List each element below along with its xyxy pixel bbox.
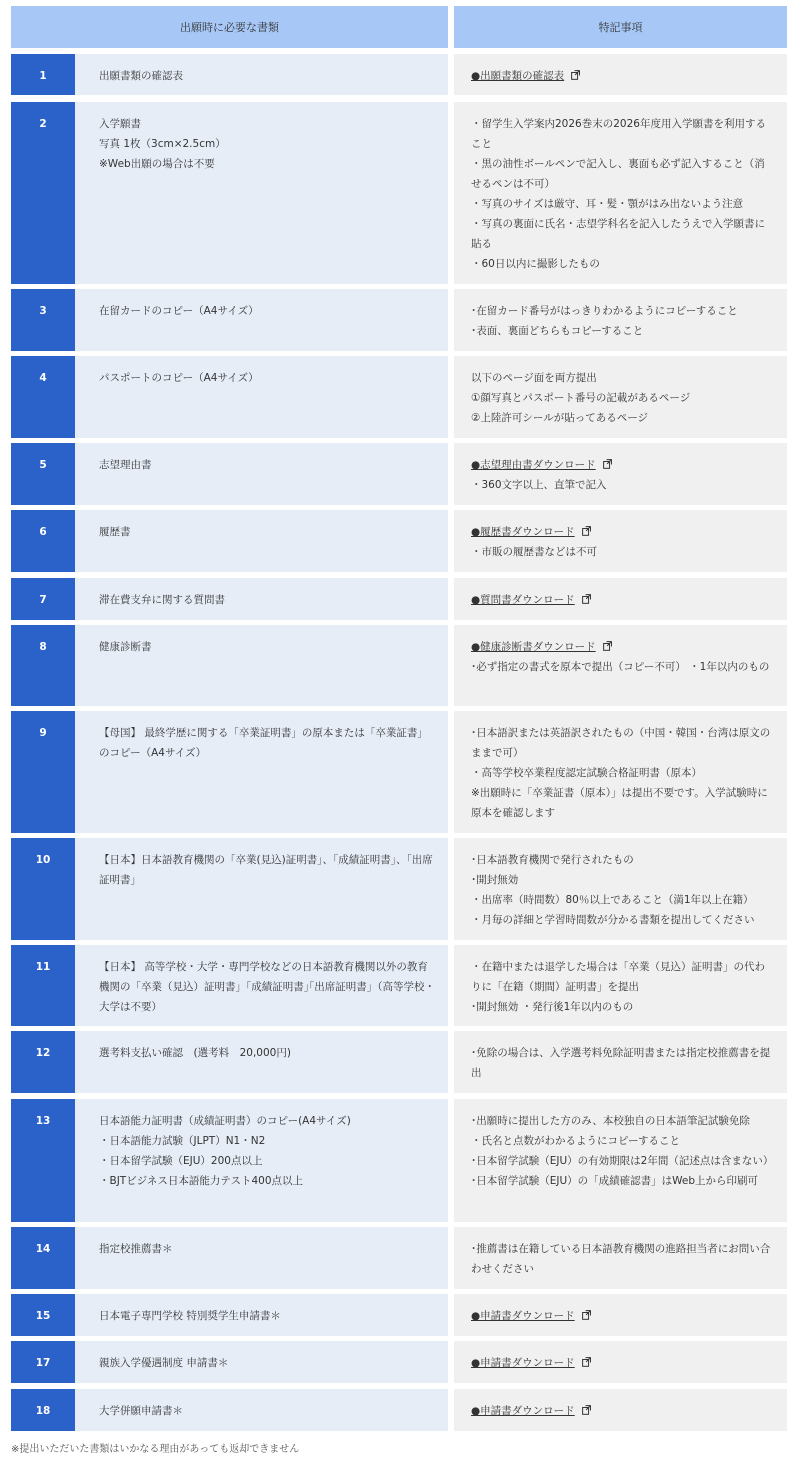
document-cell	[75, 1341, 448, 1383]
download-link[interactable]: ●出願書類の確認表	[471, 70, 565, 82]
download-link[interactable]: ●履歴書ダウンロード	[471, 526, 575, 538]
notes-cell	[454, 1389, 787, 1431]
header-documents: 出願時に必要な書類	[11, 6, 448, 48]
external-link-icon[interactable]	[582, 591, 591, 601]
notes-cell	[454, 1227, 787, 1289]
document-cell	[75, 711, 448, 833]
notes-cell	[454, 1031, 787, 1093]
document-text: 【日本】 高等学校・大学・専門学校などの日本語教育機関以外の教育機関の「卒業（見込）証明書」｢成績証明書｣｢出席証明書｣（高等学校・大学は不要）	[99, 961, 435, 1013]
download-line	[471, 455, 775, 475]
download-link[interactable]: ●申請書ダウンロード	[471, 1405, 575, 1417]
download-line	[471, 1353, 775, 1373]
download-link[interactable]: ●志望理由書ダウンロード	[471, 459, 596, 471]
notes-cell	[454, 1341, 787, 1383]
download-line	[471, 66, 775, 86]
note-text: ・写真のサイズは厳守、耳・髪・顎がはみ出ないよう注意	[471, 198, 744, 210]
document-cell	[75, 510, 448, 572]
notes-cell	[454, 625, 787, 706]
download-line	[471, 1306, 775, 1326]
notes-cell	[454, 711, 787, 833]
notes-cell	[454, 510, 787, 572]
download-link[interactable]: ●健康診断書ダウンロード	[471, 641, 596, 653]
document-text: 入学願書	[99, 118, 141, 130]
document-text: 志望理由書	[99, 459, 152, 471]
note-text: ･必ず指定の書式を原本で提出（コピー不可） ・1年以内のもの	[471, 661, 770, 673]
download-line	[471, 637, 775, 657]
note-text: ・高等学校卒業程度認定試験合格証明書（原本）	[471, 767, 702, 779]
download-line	[471, 590, 775, 610]
row-number: 1	[11, 54, 75, 95]
download-line	[471, 1401, 775, 1421]
notes-cell	[454, 1099, 787, 1222]
note-text: ･日本留学試験（EJU）の有効期限は2年間（記述点は含まない）	[471, 1155, 774, 1167]
document-cell	[75, 443, 448, 505]
document-text: 滞在費支弁に関する質問書	[99, 594, 225, 606]
note-text: ・写真の裏面に氏名・志望学科名を記入したうえで入学願書に貼る	[471, 218, 765, 250]
external-link-icon[interactable]	[582, 1354, 591, 1364]
document-cell	[75, 578, 448, 620]
document-text: 選考料支払い確認 (選考料 20,000円)	[99, 1047, 291, 1059]
row-number: 11	[11, 945, 75, 1026]
row-number: 13	[11, 1099, 75, 1222]
note-text: ･在留カード番号がはっきりわかるようにコピーすること	[471, 305, 738, 317]
notes-cell	[454, 1294, 787, 1336]
document-cell	[75, 289, 448, 351]
notes-cell	[454, 443, 787, 505]
note-text: ・出席率（時間数）80％以上であること（満1年以上在籍）	[471, 894, 754, 906]
external-link-icon[interactable]	[603, 456, 612, 466]
notes-cell	[454, 578, 787, 620]
row-number: 15	[11, 1294, 75, 1336]
external-link-icon[interactable]	[582, 1307, 591, 1317]
document-text: ※Web出願の場合は不要	[99, 158, 215, 170]
download-link[interactable]: ●申請書ダウンロード	[471, 1310, 575, 1322]
row-number: 7	[11, 578, 75, 620]
note-text: ①顔写真とパスポート番号の記載があるページ	[471, 392, 691, 404]
note-text: ･免除の場合は、入学選考料免除証明書または指定校推薦書を提出	[471, 1047, 771, 1079]
document-text: 日本語能力証明書（成績証明書）のコピー(A4サイズ)	[99, 1115, 351, 1127]
note-text: ･開封無効 ・発行後1年以内のもの	[471, 1001, 634, 1013]
notes-cell	[454, 945, 787, 1026]
document-cell	[75, 945, 448, 1026]
document-text: 親族入学優遇制度 申請書＊	[99, 1357, 229, 1369]
document-text: 大学併願申請書＊	[99, 1405, 183, 1417]
download-link[interactable]: ●質問書ダウンロード	[471, 594, 575, 606]
document-cell	[75, 838, 448, 940]
note-text: ・月毎の詳細と学習時間数が分かる書類を提出してください	[471, 914, 755, 926]
note-text: ・在籍中または退学した場合は「卒業（見込）証明書」の代わりに「在籍（期間）証明書」を提出	[471, 961, 765, 993]
document-cell	[75, 1099, 448, 1222]
document-text: 【日本】日本語教育機関の「卒業(見込)証明書」、「成績証明書」、「出席証明書」	[99, 854, 433, 886]
notes-cell	[454, 102, 787, 284]
note-text: ･開封無効	[471, 874, 519, 886]
note-text: ･出願時に提出した方のみ、本校独自の日本語筆記試験免除	[471, 1115, 750, 1127]
document-cell	[75, 1227, 448, 1289]
external-link-icon[interactable]	[603, 638, 612, 648]
row-number: 4	[11, 356, 75, 438]
document-cell	[75, 1294, 448, 1336]
header-notes: 特記事項	[454, 6, 787, 48]
row-number: 5	[11, 443, 75, 505]
download-link[interactable]: ●申請書ダウンロード	[471, 1357, 575, 1369]
note-text: ・氏名と点数がわかるようにコピーすること	[471, 1135, 681, 1147]
footer-note: ※提出いただいた書類はいかなる理由があっても返却できません	[11, 1444, 300, 1455]
row-number: 18	[11, 1389, 75, 1431]
row-number: 17	[11, 1341, 75, 1383]
external-link-icon[interactable]	[582, 523, 591, 533]
row-number: 8	[11, 625, 75, 706]
document-text: ・BJTビジネス日本語能力テスト400点以上	[99, 1175, 304, 1187]
document-cell	[75, 356, 448, 438]
document-cell	[75, 1031, 448, 1093]
note-text: 以下のページ面を両方提出	[471, 372, 597, 384]
row-number: 10	[11, 838, 75, 940]
note-text: ・黒の油性ボールペンで記入し、裏面も必ず記入すること（消せるペンは不可）	[471, 158, 765, 190]
note-text: ･日本留学試験（EJU）の「成績確認書」はWeb上から印刷可	[471, 1175, 759, 1187]
row-number: 2	[11, 102, 75, 284]
row-number: 3	[11, 289, 75, 351]
external-link-icon[interactable]	[582, 1402, 591, 1412]
row-number: 6	[11, 510, 75, 572]
document-text: 健康診断書	[99, 641, 152, 653]
note-text: ・360文字以上、直筆で記入	[471, 479, 607, 491]
notes-cell	[454, 838, 787, 940]
document-text: 【母国】 最終学歴に関する「卒業証明書」の原本または「卒業証書」のコピー（A4サイズ）	[99, 727, 428, 759]
document-cell	[75, 625, 448, 706]
document-text: 日本電子専門学校 特別奨学生申請書＊	[99, 1310, 281, 1322]
note-text: ・60日以内に撮影したもの	[471, 258, 600, 270]
document-text: パスポートのコピー（A4サイズ）	[99, 372, 259, 384]
row-number: 12	[11, 1031, 75, 1093]
document-cell	[75, 1389, 448, 1431]
document-text: ・日本語能力試験（JLPT）N1・N2	[99, 1135, 266, 1147]
note-text: ･表面、裏面どちらもコピーすること	[471, 325, 644, 337]
external-link-icon[interactable]	[571, 67, 580, 77]
note-text: ・市販の履歴書などは不可	[471, 546, 597, 558]
note-text: ･推薦書は在籍している日本語教育機関の進路担当者にお問い合わせください	[471, 1243, 771, 1275]
note-text: ･日本語訳または英語訳されたもの（中国・韓国・台湾は原文のままで可）	[471, 727, 771, 759]
download-line	[471, 522, 775, 542]
note-text: ･日本語教育機関で発行されたもの	[471, 854, 634, 866]
note-text: ※出願時に「卒業証書（原本）」は提出不要です。入学試験時に原本を確認します	[471, 787, 768, 819]
document-text: 指定校推薦書＊	[99, 1243, 173, 1255]
note-text: ・留学生入学案内2026巻末の2026年度用入学願書を利用すること	[471, 118, 766, 150]
note-text: ②上陸許可シールが貼ってあるページ	[471, 412, 648, 424]
document-text: ・日本留学試験（EJU）200点以上	[99, 1155, 263, 1167]
notes-cell	[454, 289, 787, 351]
document-cell	[75, 102, 448, 284]
row-number: 9	[11, 711, 75, 833]
notes-cell	[454, 356, 787, 438]
document-text: 写真 1枚（3cm×2.5cm）	[99, 138, 226, 150]
row-number: 14	[11, 1227, 75, 1289]
document-text: 履歴書	[99, 526, 131, 538]
document-text: 出願書類の確認表	[99, 70, 183, 82]
document-text: 在留カードのコピー（A4サイズ）	[99, 305, 259, 317]
notes-cell	[454, 54, 787, 95]
document-cell	[75, 54, 448, 95]
